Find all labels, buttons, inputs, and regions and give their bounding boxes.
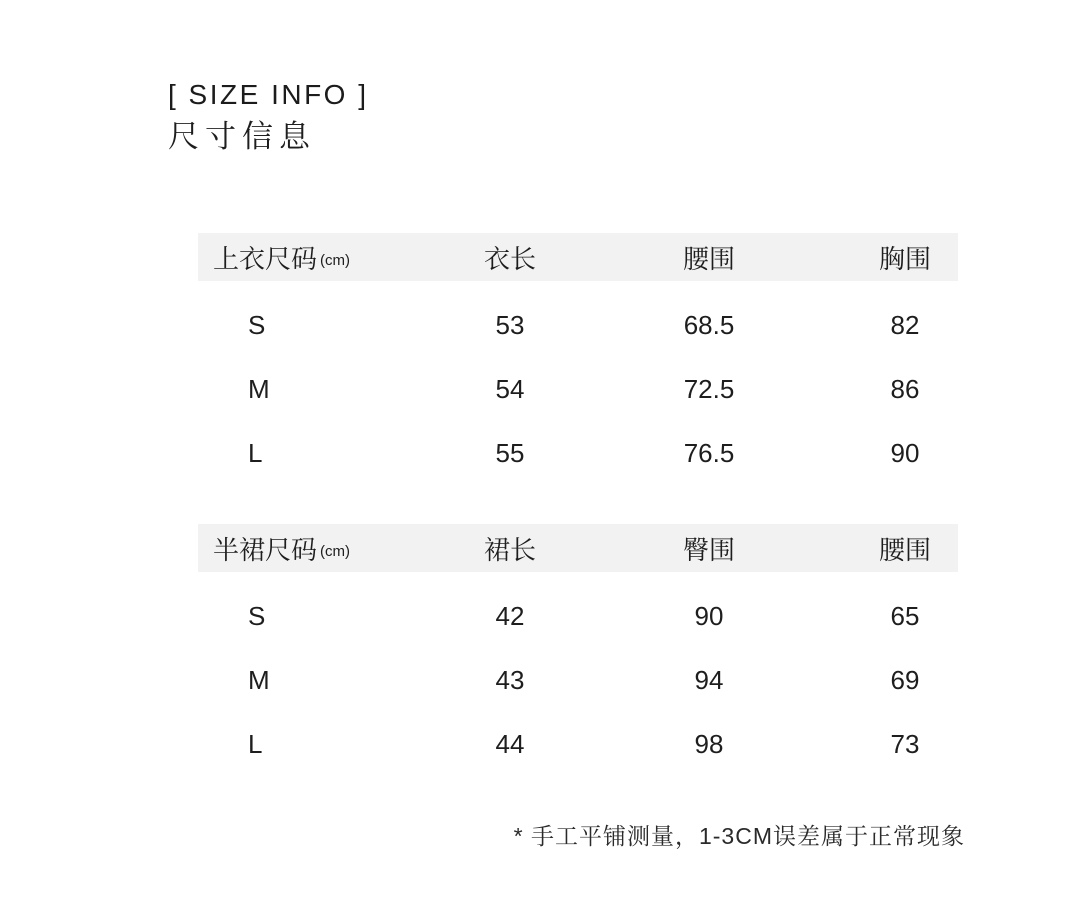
column-header-skirt-length: 裙长: [483, 534, 536, 565]
top-size-table-body: [198, 293, 958, 485]
table-title-cell: [198, 239, 384, 276]
value-cell: 90: [890, 437, 920, 468]
value-cell: 90: [694, 600, 724, 631]
table-title-cell: [198, 530, 384, 567]
column-header-waist: 腰围: [682, 243, 735, 274]
column-header-waist: 腰围: [878, 534, 931, 565]
skirt-size-table: [198, 524, 958, 776]
value-cell: 54: [495, 373, 525, 404]
size-cell: M: [248, 664, 270, 695]
value-cell: 73: [890, 728, 920, 759]
value-cell: 43: [495, 664, 525, 695]
page-title-zh: 尺寸信息: [168, 118, 316, 154]
measurement-disclaimer: * 手工平铺测量，1-3CM误差属于正常现象: [513, 823, 965, 849]
column-header-bust: 胸围: [878, 243, 931, 274]
value-cell: 69: [890, 664, 920, 695]
table-row: [198, 648, 958, 712]
value-cell: 42: [495, 600, 525, 631]
value-cell: 86: [890, 373, 920, 404]
value-cell: 82: [890, 309, 920, 340]
skirt-size-table-body: [198, 584, 958, 776]
value-cell: 76.5: [683, 437, 735, 468]
size-cell: L: [248, 437, 263, 468]
column-header-hip: 臀围: [682, 534, 735, 565]
page-title-en: [ SIZE INFO ]: [168, 79, 369, 110]
size-cell: M: [248, 373, 270, 404]
table-row: [198, 421, 958, 485]
table-row: [198, 712, 958, 776]
column-header-garment-length: 衣长: [483, 243, 536, 274]
page-title-block: [168, 80, 369, 154]
value-cell: 65: [890, 600, 920, 631]
value-cell: 72.5: [683, 373, 735, 404]
size-cell: S: [248, 600, 266, 631]
value-cell: 94: [694, 664, 724, 695]
size-cell: S: [248, 309, 266, 340]
table-row: [198, 584, 958, 648]
value-cell: 98: [694, 728, 724, 759]
value-cell: 55: [495, 437, 525, 468]
top-size-table-header-row: [198, 233, 958, 281]
unit-label: (cm): [320, 542, 351, 560]
value-cell: 53: [495, 309, 525, 340]
size-cell: L: [248, 728, 263, 759]
value-cell: 68.5: [683, 309, 735, 340]
table-title: 上衣尺码: [213, 243, 318, 274]
table-row: [198, 293, 958, 357]
skirt-size-table-header-row: [198, 524, 958, 572]
table-row: [198, 357, 958, 421]
value-cell: 44: [495, 728, 525, 759]
top-size-table: [198, 233, 958, 485]
table-title: 半裙尺码: [213, 534, 318, 565]
unit-label: (cm): [320, 251, 351, 269]
